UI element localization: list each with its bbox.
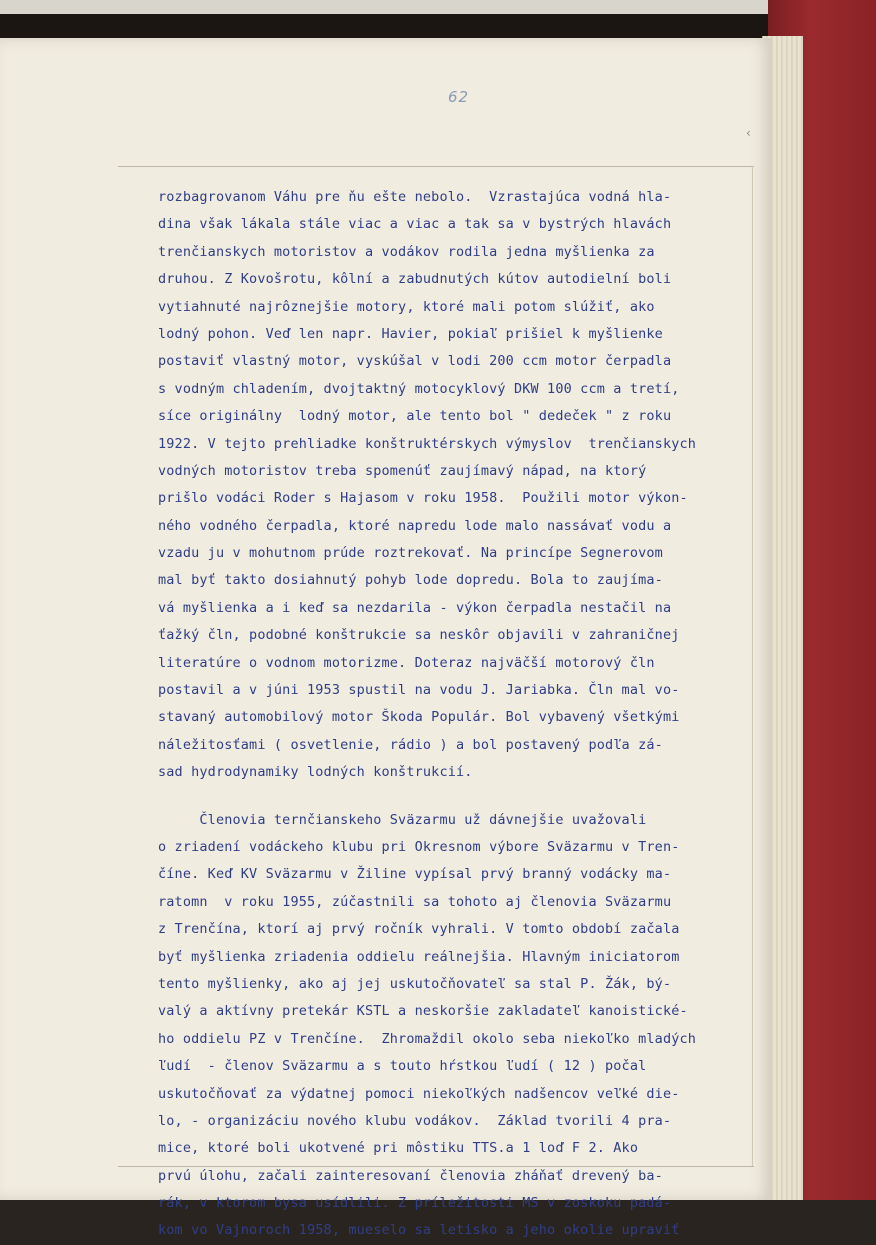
previous-page-edge (0, 0, 840, 14)
text-line: kom vo Vajnoroch 1958, mueselo sa letisko a jeho okolie upraviť (158, 1222, 680, 1239)
text-line: rák, v ktorom bysa usídlili. Z príležitosti MS v zoskoku padá- (158, 1195, 672, 1212)
text-line: mice, ktoré boli ukotvené pri môstiku TTS.a 1 loď F 2. Ako (158, 1140, 639, 1157)
text-line: sad hydrodynamiky lodných konštrukcií. (158, 764, 473, 781)
typewritten-text (158, 184, 758, 1245)
text-line: ratomn v roku 1955, zúčastnili sa tohoto aj členovia Sväzarmu (158, 893, 672, 910)
paragraph-1 (158, 184, 758, 787)
text-line: literatúre o vodnom motorizme. Doteraz najväčší motorový čln (158, 654, 655, 671)
text-line: lo, - organizáciu nového klubu vodákov. Základ tvorili 4 pra- (158, 1112, 672, 1129)
text-line: tento myšlienky, ako aj jej uskutočňovateľ sa stal P. Žák, bý- (158, 975, 672, 992)
text-line: trenčianskych motoristov a vodákov rodila jedna myšlienka za (158, 243, 655, 260)
text-line: valý a aktívny pretekár KSTL a neskoršie zakladateľ kanoistické- (158, 1003, 688, 1020)
text-line: ho oddielu PZ v Trenčíne. Zhromaždil okolo seba niekoľko mladých (158, 1030, 697, 1047)
text-line: rozbagrovanom Váhu pre ňu ešte nebolo. Vzrastajúca vodná hla- (158, 189, 672, 205)
top-gap (0, 0, 876, 42)
text-line: vytiahnuté najrôznejšie motory, ktoré mali potom slúžiť, ako (158, 298, 655, 315)
text-line: 1922. V tejto prehliadke konštruktérskych výmyslov trenčianskych (158, 435, 697, 452)
frame-top-line (118, 166, 754, 167)
text-line: lodný pohon. Veď len napr. Havier, pokiaľ prišiel k myšlienke (158, 325, 663, 342)
text-line: ľudí - členov Sväzarmu a s touto hŕstkou ľudí ( 12 ) počal (158, 1058, 647, 1075)
text-line: prvú úlohu, začali zainteresovaní členovia zháňať drevený ba- (158, 1167, 663, 1184)
page-number: 62 (448, 88, 470, 106)
text-line: druhou. Z Kovošrotu, kôlní a zabudnutých kútov autodielní boli (158, 271, 672, 288)
document-page (0, 38, 772, 1239)
text-line: uskutočňovať za výdatnej pomoci niekoľkých nadšencov veľké die- (158, 1085, 680, 1102)
text-line: s vodným chladením, dvojtaktný motocyklový DKW 100 ccm a tretí, (158, 380, 680, 397)
text-line: vodných motoristov treba spomenúť zaujímavý nápad, na ktorý (158, 462, 647, 479)
text-line: postavil a v júni 1953 spustil na vodu J. Jariabka. Čln mal vo- (158, 682, 680, 699)
text-line: postaviť vlastný motor, vyskúšal v lodi 200 ccm motor čerpadla (158, 353, 672, 370)
text-line: náležitosťami ( osvetlenie, rádio ) a bol postavený podľa zá- (158, 736, 663, 753)
text-line: ťažký čln, podobné konštrukcie sa neskôr objavili v zahraničnej (158, 627, 680, 644)
text-line: vzadu ju v mohutnom prúde roztrekovať. Na princípe Segnerovom (158, 545, 663, 562)
text-line: vá myšlienka a i keď sa nezdarila - výkon čerpadla nestačil na (158, 599, 672, 616)
text-line: mal byť takto dosiahnutý pohyb lode dopredu. Bola to zaujíma- (158, 572, 663, 589)
text-line: číne. Keď KV Sväzarmu v Žiline vypísal prvý branný vodácky ma- (158, 866, 672, 883)
text-line: prišlo vodáci Roder s Hajasom v roku 1958. Použili motor výkon- (158, 490, 688, 507)
pencil-mark: ‹ (746, 126, 751, 140)
text-line: stavaný automobilový motor Škoda Populár. Bol vybavený všetkými (158, 709, 680, 726)
text-line: byť myšlienka zriadenia oddielu reálnejšia. Hlavným iniciatorom (158, 948, 680, 965)
text-line: síce originálny lodný motor, ale tento bol " dedeček " z roku (158, 408, 672, 425)
paragraph-gap (158, 787, 758, 807)
text-line: z Trenčína, ktorí aj prvý ročník vyhrali. V tomto období začala (158, 921, 680, 938)
text-line: Členovia ternčianskeho Sväzarmu už dávnejšie uvažovali (158, 811, 647, 828)
text-line: ného vodného čerpadla, ktoré napredu lode malo nassávať vodu a (158, 517, 672, 534)
text-line: o zriadení vodáckeho klubu pri Okresnom výbore Sväzarmu v Tren- (158, 838, 680, 855)
text-line: dina však lákala stále viac a viac a tak sa v bystrých hlavách (158, 216, 672, 233)
paragraph-2 (158, 807, 758, 1245)
